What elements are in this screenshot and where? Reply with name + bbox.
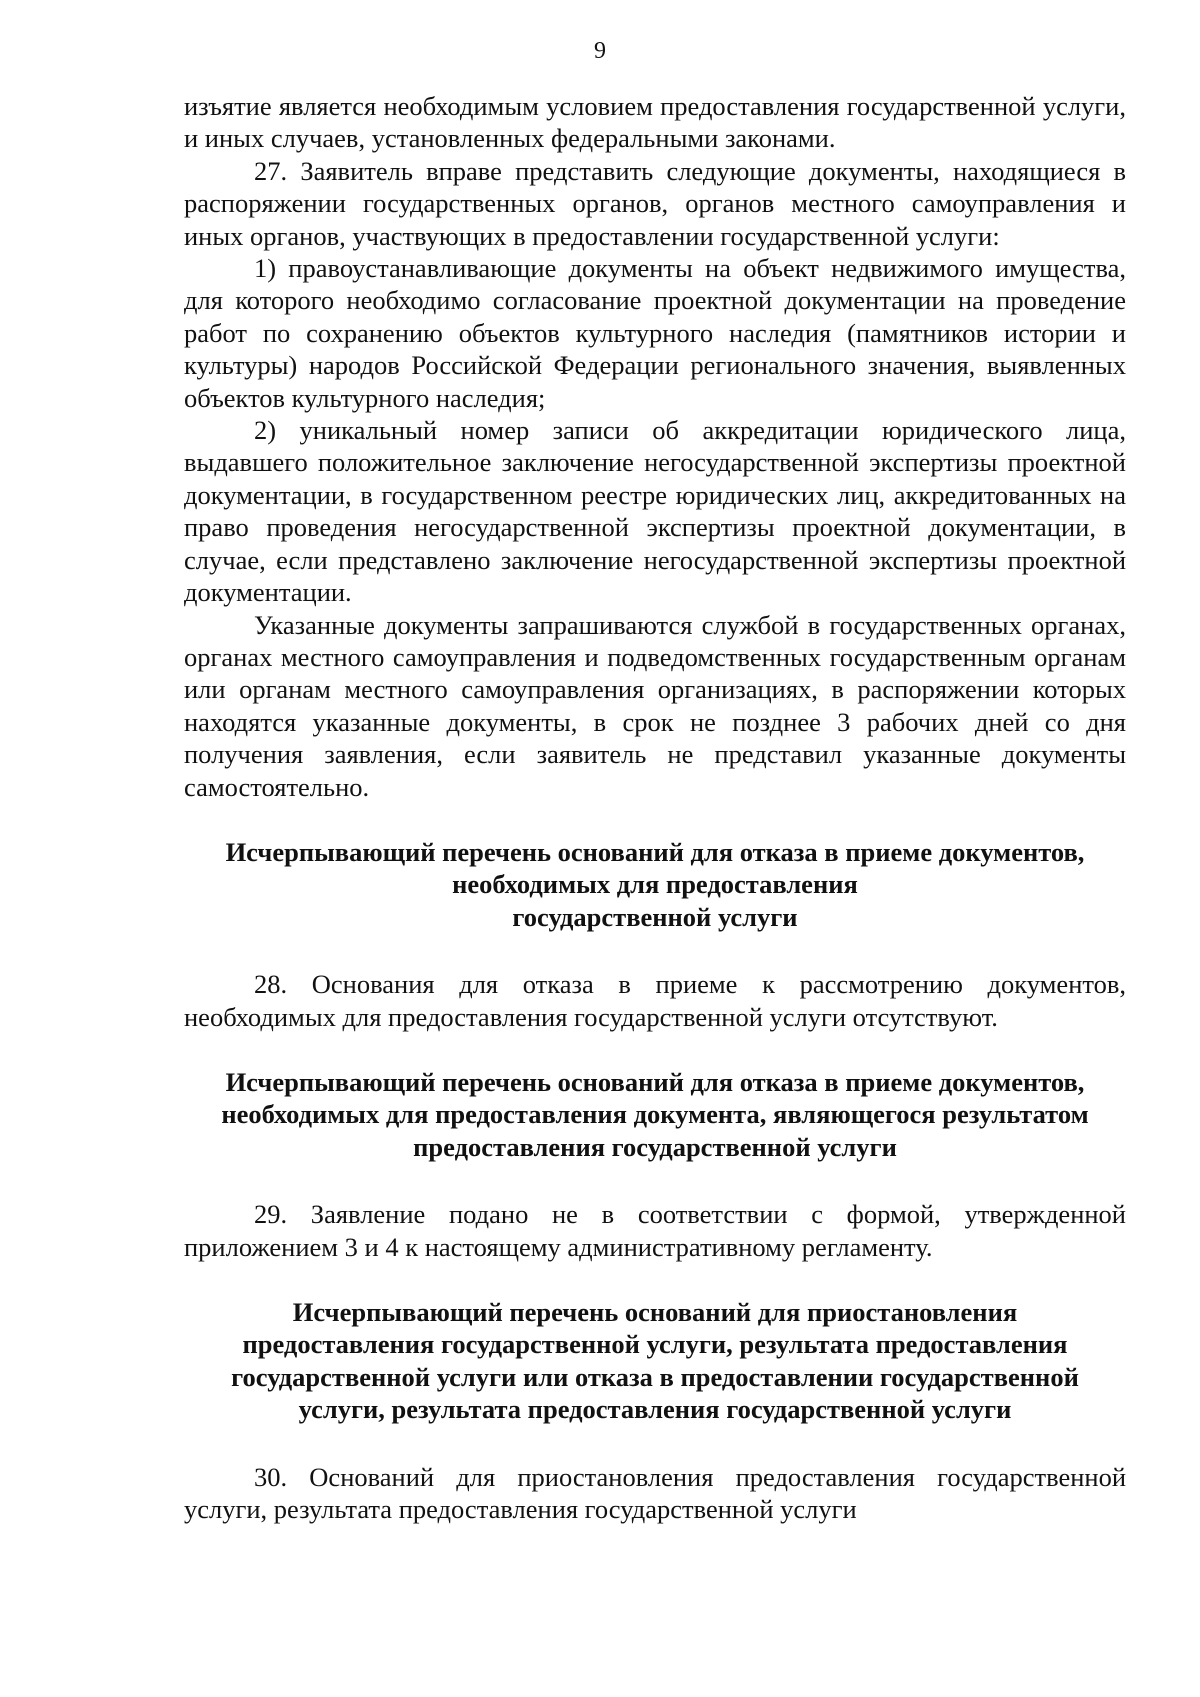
- heading-line: Исчерпывающий перечень оснований для отказа в приеме документов,: [225, 836, 1085, 867]
- heading-line: необходимых для предоставления: [452, 869, 858, 900]
- heading-line: Исчерпывающий перечень оснований для отказа в приеме документов,: [225, 1066, 1085, 1097]
- heading-line: предоставления государственной услуги: [413, 1131, 897, 1162]
- paragraph-27: 27. Заявитель вправе представить следующие документы, находящиеся в распоряжении государственных органов, органов местного самоуправления и иных органов, участвующих в предоставлении государственной услуги:: [184, 155, 1126, 251]
- heading-line: Исчерпывающий перечень оснований для приостановления: [292, 1297, 1018, 1327]
- paragraph-30: 30. Оснований для приостановления предоставления государственной услуги, результата предоставления государственной услуги: [184, 1461, 1126, 1525]
- heading-line: услуги, результата предоставления государственной услуги: [298, 1394, 1012, 1425]
- paragraph-27-item-2: 2) уникальный номер записи об аккредитации юридического лица, выдавшего положительное заключение негосударственной экспертизы проектной документации, в государственном реестре юридических лиц, аккредитованных на право проведения негосударственной экспертизы проектной документации, в случае, если представлено заключение негосударственной экспертизы проектной документации.: [184, 415, 1126, 608]
- paragraph-28: 28. Основания для отказа в приеме к рассмотрению документов, необходимых для предоставления государственной услуги отсутствуют.: [184, 969, 1126, 1032]
- heading-line: необходимых для предоставления документа, являющегося результатом: [221, 1099, 1089, 1130]
- section-heading-suspension: [184, 1296, 1126, 1426]
- section-heading-refusal-documents: [184, 836, 1126, 933]
- heading-line: предоставления государственной услуги, результата предоставления: [242, 1329, 1068, 1360]
- paragraph-documents-request: Указанные документы запрашиваются службой в государственных органах, органах местного самоуправления и подведомственных государственным органам или органам местного самоуправления организациях, в распоряжении которых находятся указанные документы, в срок не позднее 3 рабочих дней со дня получения заявления, если заявитель не представил указанные документы самостоятельно.: [184, 609, 1126, 802]
- heading-line: государственной услуги или отказа в предоставлении государственной: [231, 1361, 1079, 1392]
- paragraph-27-item-1: 1) правоустанавливающие документы на объект недвижимого имущества, для которого необходимо согласование проектной документации на проведение работ по сохранению объектов культурного наследия (памятников истории и культуры) народов Российской Федерации регионального значения, выявленных объектов культурного наследия;: [184, 253, 1126, 413]
- section-heading-refusal-result-documents: [184, 1066, 1126, 1163]
- page-number: 9: [594, 38, 606, 64]
- heading-line: государственной услуги: [512, 901, 798, 932]
- paragraph-29: 29. Заявление подано не в соответствии с формой, утвержденной приложением 3 и 4 к настоящему административному регламенту.: [184, 1199, 1126, 1262]
- paragraph-continuation: изъятие является необходимым условием предоставления государственной услуги, и иных случаев, установленных федеральными законами.: [184, 91, 1126, 154]
- document-body: [184, 90, 1126, 1525]
